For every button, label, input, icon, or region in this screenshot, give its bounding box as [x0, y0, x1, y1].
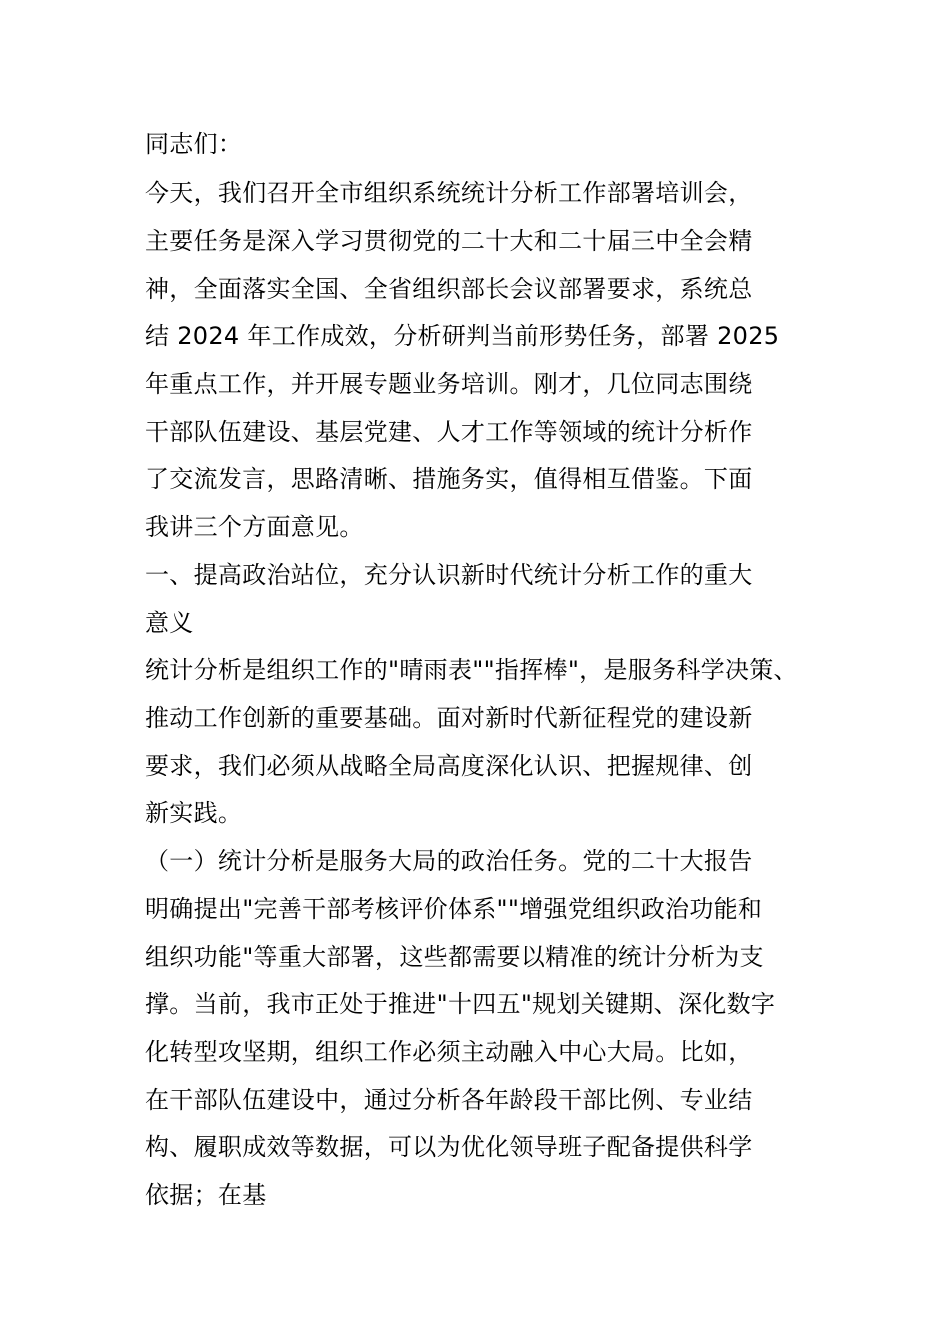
- body-line: 结 2024 年工作成效，分析研判当前形势任务，部署 2025: [145, 322, 780, 350]
- body-line: 主要任务是深入学习贯彻党的二十大和二十届三中全会精: [145, 227, 753, 255]
- body-line: 推动工作创新的重要基础。面对新时代新征程党的建设新: [145, 704, 753, 732]
- body-line: 新实践。: [145, 799, 243, 827]
- body-line: 要求，我们必须从战略全局高度深化认识、把握规律、创: [145, 752, 753, 780]
- section-heading: 意义: [145, 609, 194, 637]
- body-line: 我讲三个方面意见。: [145, 513, 364, 541]
- body-line: 神，全面落实全国、全省组织部长会议部署要求，系统总: [145, 275, 753, 303]
- body-line: 年重点工作，并开展专题业务培训。刚才，几位同志围绕: [145, 370, 753, 398]
- body-line: 今天，我们召开全市组织系统统计分析工作部署培训会，: [145, 179, 753, 207]
- body-line: 统计分析是组织工作的"晴雨表""指挥棒"，是服务科学决策、: [145, 656, 798, 684]
- body-line: 了交流发言，思路清晰、措施务实，值得相互借鉴。下面: [145, 465, 753, 493]
- salutation: 同志们：: [145, 130, 243, 158]
- body-line: 化转型攻坚期，组织工作必须主动融入中心大局。比如，: [145, 1038, 753, 1066]
- body-line: 组织功能"等重大部署，这些都需要以精准的统计分析为支: [145, 943, 764, 971]
- body-line: 在干部队伍建设中，通过分析各年龄段干部比例、专业结: [145, 1086, 753, 1114]
- body-line: 干部队伍建设、基层党建、人才工作等领域的统计分析作: [145, 418, 753, 446]
- body-line: 构、履职成效等数据，可以为优化领导班子配备提供科学: [145, 1133, 753, 1161]
- subsection-line: （一）统计分析是服务大局的政治任务。党的二十大报告: [145, 847, 753, 875]
- body-line: 依据；在基: [145, 1181, 267, 1209]
- body-line: 撑。当前，我市正处于推进"十四五"规划关键期、深化数字: [145, 990, 776, 1018]
- section-heading: 一、提高政治站位，充分认识新时代统计分析工作的重大: [145, 561, 753, 589]
- body-line: 明确提出"完善干部考核评价体系""增强党组织政治功能和: [145, 895, 763, 923]
